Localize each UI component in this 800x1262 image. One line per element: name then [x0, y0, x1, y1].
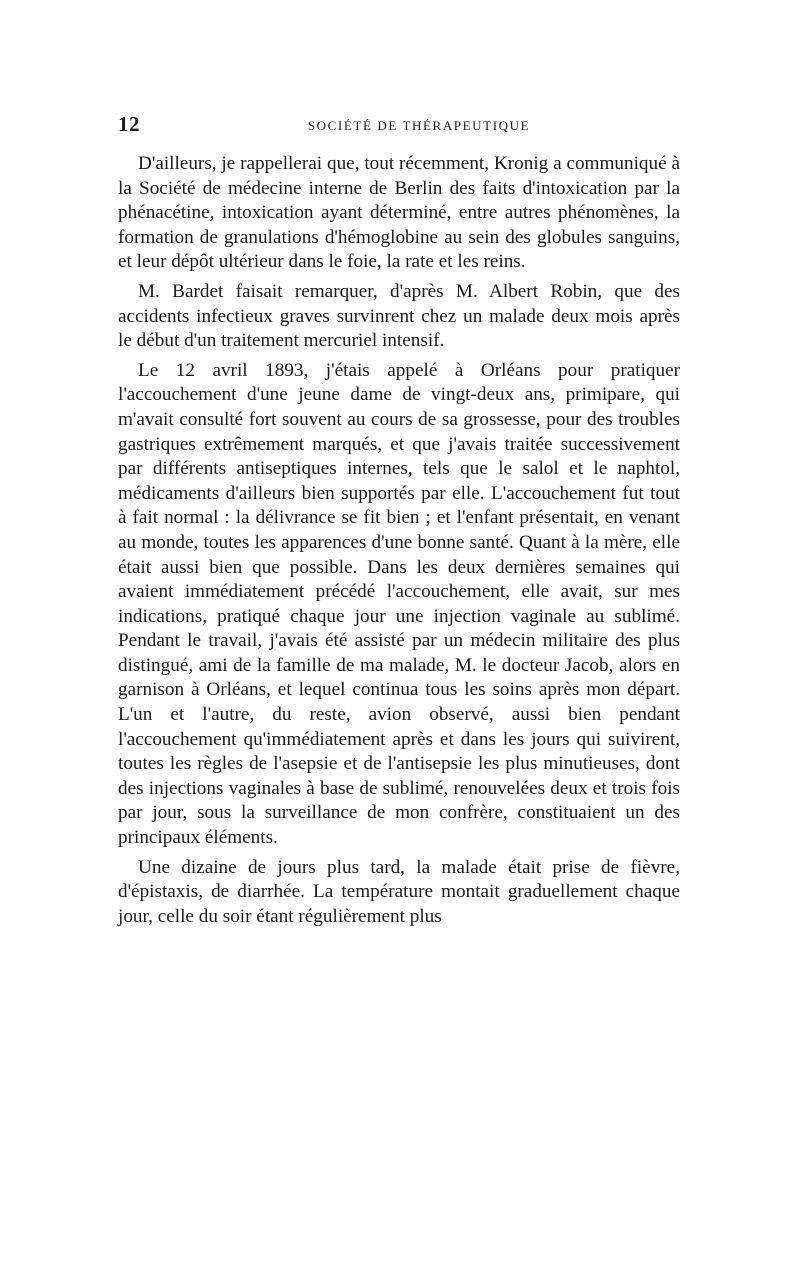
paragraph-intoxication: D'ailleurs, je rappellerai que, tout récemment, Kronig a communiqué à la Société de médecine interne de Berlin des faits d'intoxication par la phénacétine, intoxication ayant déterminé, entre autres phénomènes, la formation de granulations d'hémoglobine au sein des globules sanguins, et leur dépôt ultérieur dans le foie, la rate et les reins. [118, 153, 680, 273]
body-text [118, 152, 680, 934]
running-title: SOCIÉTÉ DE THÉRAPEUTIQUE [307, 118, 531, 133]
paragraph-fever: Une dizaine de jours plus tard, la malade était prise de fièvre, d'épistaxis, de diarrhée. La température montait graduellement chaque jour, celle du soir étant régulièrement plus [118, 856, 680, 927]
page-header [118, 112, 680, 142]
paragraph-bardet: M. Bardet faisait remarquer, d'après M. Albert Robin, que des accidents infectieux graves survinrent chez un malade deux mois après le début d'un traitement mercuriel intensif. [118, 280, 680, 352]
paragraph-case-report: Le 12 avril 1893, j'étais appelé à Orléans pour pratiquer l'accouchement d'une jeune dame de vingt-deux ans, primipare, qui m'avait consulté fort souvent au cours de sa grossesse, pour des troubles gastriques extrêmement marqués, et que j'avais traitée successivement par différents antiseptiques internes, tels que le salol et le naphtol, médicaments d'ailleurs bien supportés par elle. L'accouchement fut tout à fait normal : la délivrance se fit bien ; et l'enfant présentait, en venant au monde, toutes les apparences d'une bonne santé. Quant à la mère, elle était aussi bien que possible. Dans les deux dernières semaines qui avaient immédiatement précédé l'accouchement, elle avait, sur mes indications, pratiqué chaque jour une injection vaginale au sublimé. Pendant le travail, j'avais été assisté par un médecin militaire des plus distingué, ami de la famille de ma malade, M. le docteur Jacob, alors en garnison à Orléans, et lequel continua tous les soins après mon départ. L'un et l'autre, du reste, avion observé, aussi bien pendant l'accouchement qu'immédiatement après et dans les jours qui suivirent, toutes les règles de l'asepsie et de l'antisepsie les plus minutieuses, dont des injections vaginales à base de sublimé, renouvelées deux et trois fois par jour, sous la surveillance de mon confrère, constituaient un des principaux éléments. [118, 359, 680, 849]
page-number: 12 [118, 112, 140, 136]
